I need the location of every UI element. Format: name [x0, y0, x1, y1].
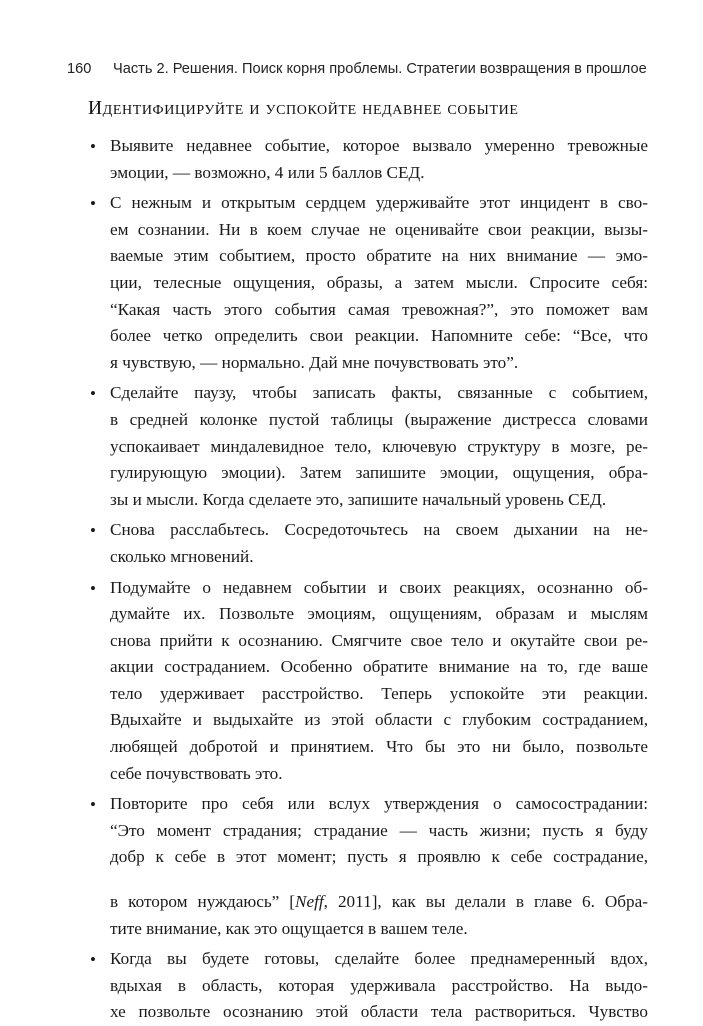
bullet-icon: • — [90, 521, 96, 541]
citation-author: Neff — [295, 892, 324, 912]
bullet-icon: • — [90, 194, 96, 214]
section-title: Идентифицируйте и успокойте недавнее событие — [88, 98, 519, 119]
list-item — [88, 380, 648, 513]
running-title: Часть 2. Решения. Поиск корня проблемы. Стратегии возвращения в прошлое — [113, 61, 647, 77]
text-line: “Это момент страдания; страдание — часть жизни; пусть я буду — [110, 820, 648, 840]
text-line: тело удерживает расстройство. Теперь успокойте эти реакции. — [110, 683, 648, 703]
bullet-icon: • — [90, 384, 96, 404]
list-item — [88, 575, 648, 788]
text-line: ваемые этим событием, просто обратите на них внимание — эмо- — [110, 246, 648, 266]
text-line: в средней колонке пустой таблицы (выражение дистресса словами — [110, 409, 648, 429]
citation-suffix: , 2011], как вы делали в главе 6. Обра- — [323, 892, 648, 912]
text-line: Повторите про себя или вслух утверждения о самосострадании: — [110, 794, 648, 814]
text-line: снова прийти к осознанию. Смягчите свое тело и окутайте свои ре- — [110, 630, 648, 650]
bullet-icon: • — [90, 578, 96, 598]
text-line: я чувствую, — нормально. Дай мне почувствовать это”. — [110, 352, 519, 372]
text-line: Подумайте о недавнем событии и своих реакциях, осознанно об- — [110, 577, 648, 597]
bullet-icon: • — [90, 950, 96, 970]
text-line: эмоции, — возможно, 4 или 5 баллов СЕД. — [110, 162, 425, 182]
running-header — [67, 61, 647, 77]
text-line: думайте их. Позвольте эмоциям, ощущениям, образам и мыслям — [110, 604, 648, 624]
instruction-list — [88, 133, 648, 1026]
text-line: сколько мгновений. — [110, 546, 254, 566]
text-line: “Какая часть этого события самая тревожная?”, это поможет вам — [110, 299, 648, 319]
bullet-icon: • — [90, 137, 96, 156]
text-line: Вдыхайте и выдыхайте из этой области с глубоким состраданием, — [110, 710, 648, 730]
bullet-icon: • — [90, 795, 96, 815]
text-line: зы и мысли. Когда сделаете это, запишите начальный уровень СЕД. — [110, 489, 607, 509]
text-line: Выявите недавнее событие, которое вызвало умеренно тревожные — [110, 136, 648, 155]
list-item — [88, 190, 648, 376]
text-line: Сделайте паузу, чтобы записать факты, связанные с событием, — [110, 383, 648, 403]
text-line: хе позвольте осознанию этой области тела раствориться. Чувство — [110, 1002, 648, 1022]
text-line: вдыхая в область, которая удерживала расстройство. На выдо- — [110, 975, 648, 995]
text-line: добр к себе в этот момент; пусть я проявлю к себе сострадание, — [110, 847, 648, 867]
text-line: любящей добротой и принятием. Что бы это ни было, позвольте — [110, 737, 648, 757]
text-line: Когда вы будете готовы, сделайте более преднамеренный вдох, — [110, 949, 648, 969]
text-line: С нежным и открытым сердцем удерживайте этот инцидент в сво- — [110, 193, 648, 213]
text-line: Снова расслабьтесь. Сосредоточьтесь на своем дыхании на не- — [110, 520, 648, 540]
text-line: тите внимание, как это ощущается в вашем теле. — [110, 918, 468, 938]
list-item — [88, 791, 648, 942]
citation-prefix: в котором нуждаюсь” [ — [110, 892, 296, 912]
text-line: ции, телесные ощущения, образы, а затем мысли. Спросите себя: — [110, 272, 648, 292]
citation-line — [110, 889, 648, 916]
page-number: 160 — [67, 61, 92, 77]
text-line: гулирующую эмоции). Затем запишите эмоции, ощущения, обра- — [110, 463, 648, 483]
text-line: успокаивает миндалевидное тело, ключевую структуру в мозге, ре- — [110, 436, 648, 456]
text-line: себе почувствовать это. — [110, 763, 283, 783]
text-line: более четко определить свои реакции. Напомните себе: “Все, что — [110, 326, 648, 346]
list-item — [88, 517, 648, 570]
list-item — [88, 946, 648, 1026]
text-line: акции состраданием. Особенно обратите внимание на то, где ваше — [110, 657, 648, 677]
text-line: ем сознании. Ни в коем случае не оценивайте свои реакции, вызы- — [110, 219, 648, 239]
list-item — [88, 133, 648, 186]
